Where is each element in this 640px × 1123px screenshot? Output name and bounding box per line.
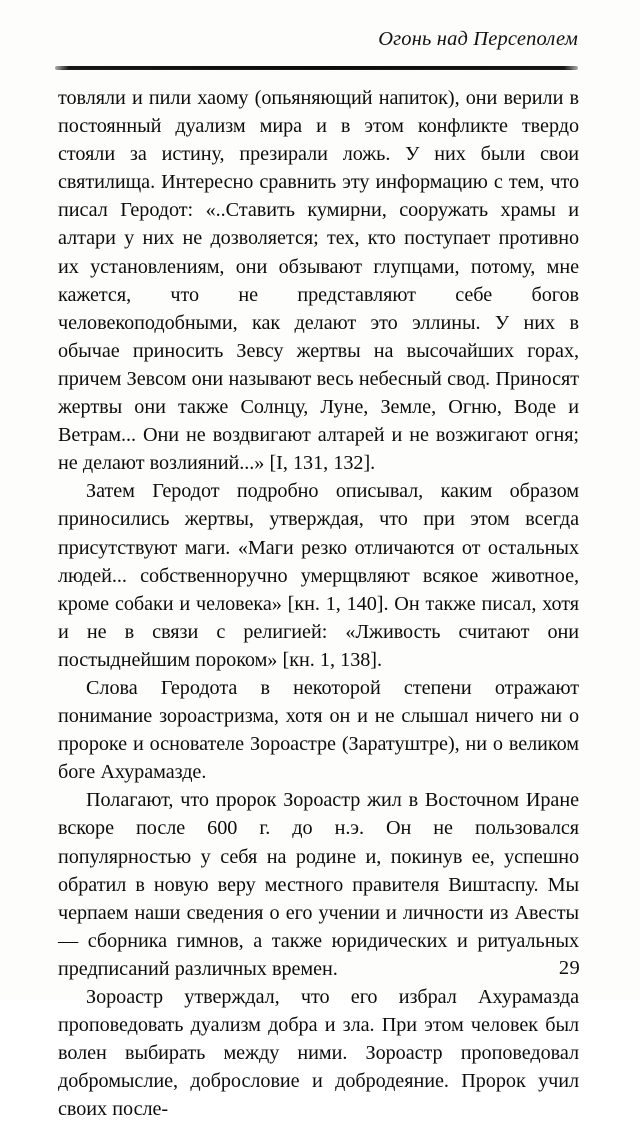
paragraph: Затем Геродот подробно описывал, каким образом приносились жертвы, утверждая, что при этом всегда присутствуют маги. «Маги резко отличаются от остальных людей... собственноручно умерщвляют всякое животное, кроме собаки и человека» [кн. 1, 140]. Он также писал, хотя и не в связи с религией: «Лживость считают они постыднейшим пороком» [кн. 1, 138]. — [58, 480, 579, 671]
paragraph: Зороастр утверждал, что его избрал Ахурамазда проповедовать дуализм добра и зла. При этом человек был волен выбирать между ними. Зороастр проповедовал добромыслие, добрословие и добродеяние. Пророк учил своих после- — [58, 986, 579, 1121]
page-number: 29 — [558, 957, 580, 979]
paragraph: Слова Геродота в некоторой степени отражают понимание зороастризма, хотя он и не слышал ничего ни о пророке и основателе Зороастре (Заратуштре), ни о великом боге Ахурамазде. — [58, 676, 579, 784]
paragraph: Полагают, что пророк Зороастр жил в Восточном Иране вскоре после 600 г. до н.э. Он не пользовался популярностью у себя на родине и, покинув ее, успешно обратил в новую веру местного правителя Виштаспу. Мы черпаем наши сведения о его учении и личности из Авесты — сборника гимнов, а также юридических и ритуальных предписаний различных времен. — [58, 789, 579, 980]
paragraph: товляли и пили хаому (опьяняющий напиток), они верили в постоянный дуализм мира и в этом конфликте твердо стояли за истину, презирали ложь. У них были свои святилища. Интересно сравнить эту информацию с тем, что писал Геродот: «..Ставить кумирни, сооружать храмы и алтари у них не дозволяется; тех, кто поступает противно их установлениям, они обзывают глупцами, потому, мне кажется, что не представляют себе богов человекоподобными, как делают это эллины. У них в обычае приносить Зевсу жертвы на высочайших горах, причем Зевсом они называют весь небесный свод. Приносят жертвы они также Солнцу, Луне, Земле, Огню, Воде и Ветрам... Они не воздвигают алтарей и не возжигают огня; не делают возлияний...» [I, 131, 132]. — [58, 87, 579, 475]
header-divider-rule — [55, 66, 578, 70]
running-head — [58, 28, 578, 58]
body-text-block — [58, 84, 579, 1123]
running-head-title: Огонь над Персеполем — [378, 28, 578, 50]
